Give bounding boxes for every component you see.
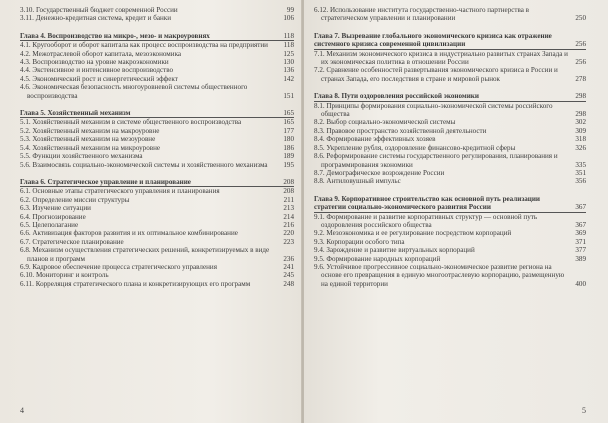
toc-entry [314,255,586,263]
toc-title: Глава 6. Стратегическое управление и планирование [20,177,191,186]
toc-page-number: 142 [283,74,294,83]
toc-entry [20,41,294,49]
toc-title: 6.2. Определение миссии структуры [20,195,130,204]
toc-page-number: 214 [283,212,294,221]
toc-page-number: 245 [283,271,294,280]
toc-entry [20,14,294,22]
toc-title: 3.10. Государственный бюджет современной России [20,6,178,14]
toc-title: 8.7. Демографическое возрождение России [314,168,445,177]
toc-entry [20,204,294,212]
toc-page-number: 220 [283,229,294,238]
toc-title: 4.6. Экономическая безопасность многоуровневой системы общественного воспроизводства [20,83,248,100]
section-gap [20,169,294,178]
toc-title: 9.5. Формирование народных корпораций [314,254,441,263]
toc-entry [20,246,294,263]
toc-entry [20,83,294,100]
toc-page-number: 302 [575,118,586,127]
toc-page-number: 186 [283,143,294,152]
toc-entry [314,177,586,185]
toc-title: 7.2. Сравнение особенностей развертывания экономического кризиса в России и странах Запада, его последствия в стране и мировой рынок [314,66,558,83]
toc-chapter [314,92,586,100]
toc-title: 6.5. Целеполагание [20,220,79,229]
toc-entry [20,66,294,74]
toc-title: 5.5. Функции хозяйственного механизма [20,152,143,161]
toc-entry [314,144,586,152]
toc-title: Глава 7. Вызревание глобального экономического кризиса как отражение системного кризиса современной цивилизации [314,31,552,49]
toc-page-number: 298 [575,92,586,101]
toc-page-number: 99 [286,6,294,14]
toc-chapter [314,195,586,212]
toc-entry [314,152,586,169]
toc-title: 5.4. Хозяйственный механизм на микроуровне [20,143,161,152]
toc-title: 6.12. Использование института государственно-частного партнерства в стратегическом управлении и планировании [314,6,530,23]
toc-entry [20,118,294,126]
right-page [304,0,608,423]
toc-page-number: 371 [575,237,586,246]
toc-page-number: 106 [283,14,294,23]
toc-page-number: 195 [283,160,294,169]
toc-page-number: 208 [283,187,294,196]
toc-page-number: 389 [575,254,586,263]
section-gap [314,83,586,92]
toc-page-number: 211 [283,195,294,204]
toc-page-number: 250 [575,14,586,23]
left-toc [20,6,294,288]
toc-page-number: 367 [575,203,586,212]
toc-title: 6.7. Стратегическое планирование [20,237,124,246]
toc-title: 8.4. Формирование эффективных хозяев [314,135,436,144]
toc-title: 9.3. Корпорации особого типа [314,237,405,246]
toc-entry [20,221,294,229]
toc-page-number: 377 [575,246,586,255]
toc-title: 8.6. Реформирование системы государственного регулирования, планирования и программирования экономики [314,152,558,169]
section-gap [20,100,294,109]
toc-title: 6.6. Активизация факторов развития и их оптимальное комбинирование [20,229,238,238]
toc-title: Глава 5. Хозяйственный механизм [20,109,131,118]
toc-title: 8.5. Укрепление рубля, оздоровление финансово-кредитной сферы [314,143,516,152]
toc-title: 5.2. Хозяйственный механизм на макроуровне [20,126,160,135]
toc-title: 6.9. Кадровое обеспечение процесса стратегического управления [20,262,217,271]
toc-entry [314,50,586,67]
toc-page-number: 298 [575,110,586,119]
toc-page-number: 189 [283,152,294,161]
toc-entry [314,263,586,288]
toc-page-number: 248 [283,279,294,288]
toc-page-number: 216 [283,220,294,229]
toc-entry [314,213,586,230]
toc-entry [314,102,586,119]
toc-entry [20,196,294,204]
toc-title: 9.6. Устойчивое прогрессивное социально-экономическое развитие региона на основе его превращения в единую многоотраслевую корпорацию, размещенную на единой территории [314,262,565,288]
toc-chapter [20,32,294,40]
toc-entry [20,280,294,288]
toc-page-number: 223 [283,237,294,246]
toc-page-number: 177 [283,126,294,135]
toc-page-number: 208 [283,177,294,186]
toc-title: 6.1. Основные этапы стратегического управления и планирования [20,187,220,196]
toc-title: 8.1. Принципы формирования социально-экономической системы российского общества [314,101,553,119]
toc-title: 5.6. Взаимосвязь социально-экономической системы и хозяйственного механизма [20,160,268,169]
toc-page-number: 367 [575,220,586,229]
toc-title: 5.3. Хозяйственный механизм на мезоуровне [20,135,156,144]
toc-title: 8.3. Правовое пространство хозяйственной деятельности [314,126,487,135]
toc-page-number: 356 [575,177,586,186]
toc-page-number: 278 [575,74,586,83]
toc-entry [314,238,586,246]
toc-title: 6.10. Мониторинг и контроль [20,271,109,280]
section-gap [314,186,586,195]
toc-entry [20,229,294,237]
toc-title: 8.2. Выбор социально-экономической системы [314,118,456,127]
toc-title: 8.8. Антиловушный импульс [314,177,401,186]
toc-entry [314,246,586,254]
toc-entry [314,229,586,237]
toc-title: 4.5. Экономический рост и синергетический эффект [20,74,178,83]
right-toc [314,6,586,288]
toc-title: 9.4. Зарождение и развитие виртуальных корпораций [314,246,475,255]
toc-page-number: 213 [283,204,294,213]
toc-chapter [20,109,294,117]
toc-page-number: 369 [575,229,586,238]
toc-title: 4.3. Воспроизводство на уровне макроэкономики [20,58,169,67]
toc-entry [20,152,294,160]
section-gap [20,23,294,32]
toc-chapter [20,178,294,186]
toc-page-number: 400 [575,279,586,288]
left-page [0,0,302,423]
right-page-number: 5 [582,406,586,415]
toc-page-number: 151 [283,91,294,100]
toc-entry [20,58,294,66]
toc-entry [20,213,294,221]
toc-entry [314,127,586,135]
toc-title: 4.2. Межотраслевой оборот капитала, мезоэкономика [20,49,182,58]
toc-page-number: 165 [283,109,294,118]
toc-entry [20,144,294,152]
toc-page-number: 256 [575,58,586,67]
toc-entry [20,263,294,271]
toc-title: 3.11. Денежно-кредитная система, кредит и банки [20,14,172,23]
toc-page-number: 165 [283,118,294,127]
toc-entry [314,66,586,83]
toc-title: 9.1. Формирование и развитие корпоративных структур — основной путь оздоровления российского общества [314,212,538,229]
toc-title: 4.1. Кругооборот и оборот капитала как процесс воспроизводства на предприятии [20,41,268,50]
toc-page-number: 236 [283,254,294,263]
toc-page-number: 118 [283,31,294,40]
toc-title: Глава 9. Корпоративное строительство как основной путь реализации стратегии социально-экономического развития России [314,194,541,212]
left-page-number: 4 [20,406,24,415]
toc-page-number: 335 [575,160,586,169]
toc-title: 6.8. Механизм осуществления стратегических решений, конкретизируемых в виде планов и программ [20,246,270,263]
toc-title: Глава 4. Воспроизводство на микро-, мезо- и макроуровнях [20,31,210,40]
toc-entry [20,135,294,143]
toc-entry [20,127,294,135]
toc-page-number: 180 [283,135,294,144]
toc-page-number: 118 [283,41,294,50]
toc-title: Глава 8. Пути оздоровления российской экономики [314,92,479,101]
toc-page-number: 351 [575,168,586,177]
toc-title: 5.1. Хозяйственный механизм в системе общественного воспроизводства [20,118,242,127]
toc-entry [314,6,586,23]
toc-title: 4.4. Экстенсивное и интенсивное воспроизводство [20,66,174,75]
toc-entry [20,271,294,279]
toc-entry [314,135,586,143]
toc-entry [20,238,294,246]
toc-title: 7.1. Механизм экономического кризиса в индустриально развитых странах Запада и их экономическая политика в отношении России [314,49,568,67]
toc-page-number: 125 [283,49,294,58]
section-gap [314,23,586,32]
toc-entry [20,187,294,195]
toc-title: 6.3. Изучение ситуации [20,204,91,213]
toc-entry [20,50,294,58]
toc-entry [20,75,294,83]
toc-chapter [314,32,586,49]
toc-title: 6.11. Корреляция стратегического плана и конкретизирующих его программ [20,279,251,288]
toc-title: 9.2. Мезоэкономика и ее регулирование посредством корпораций [314,229,512,238]
toc-title: 6.4. Прогнозирование [20,212,86,221]
toc-page-number: 309 [575,126,586,135]
toc-page-number: 256 [575,40,586,49]
toc-page-number: 130 [283,58,294,67]
toc-page-number: 326 [575,143,586,152]
toc-entry [314,118,586,126]
toc-entry [20,6,294,14]
toc-page-number: 241 [283,262,294,271]
toc-entry [314,169,586,177]
toc-page-number: 318 [575,135,586,144]
toc-entry [20,161,294,169]
toc-page-number: 136 [283,66,294,75]
